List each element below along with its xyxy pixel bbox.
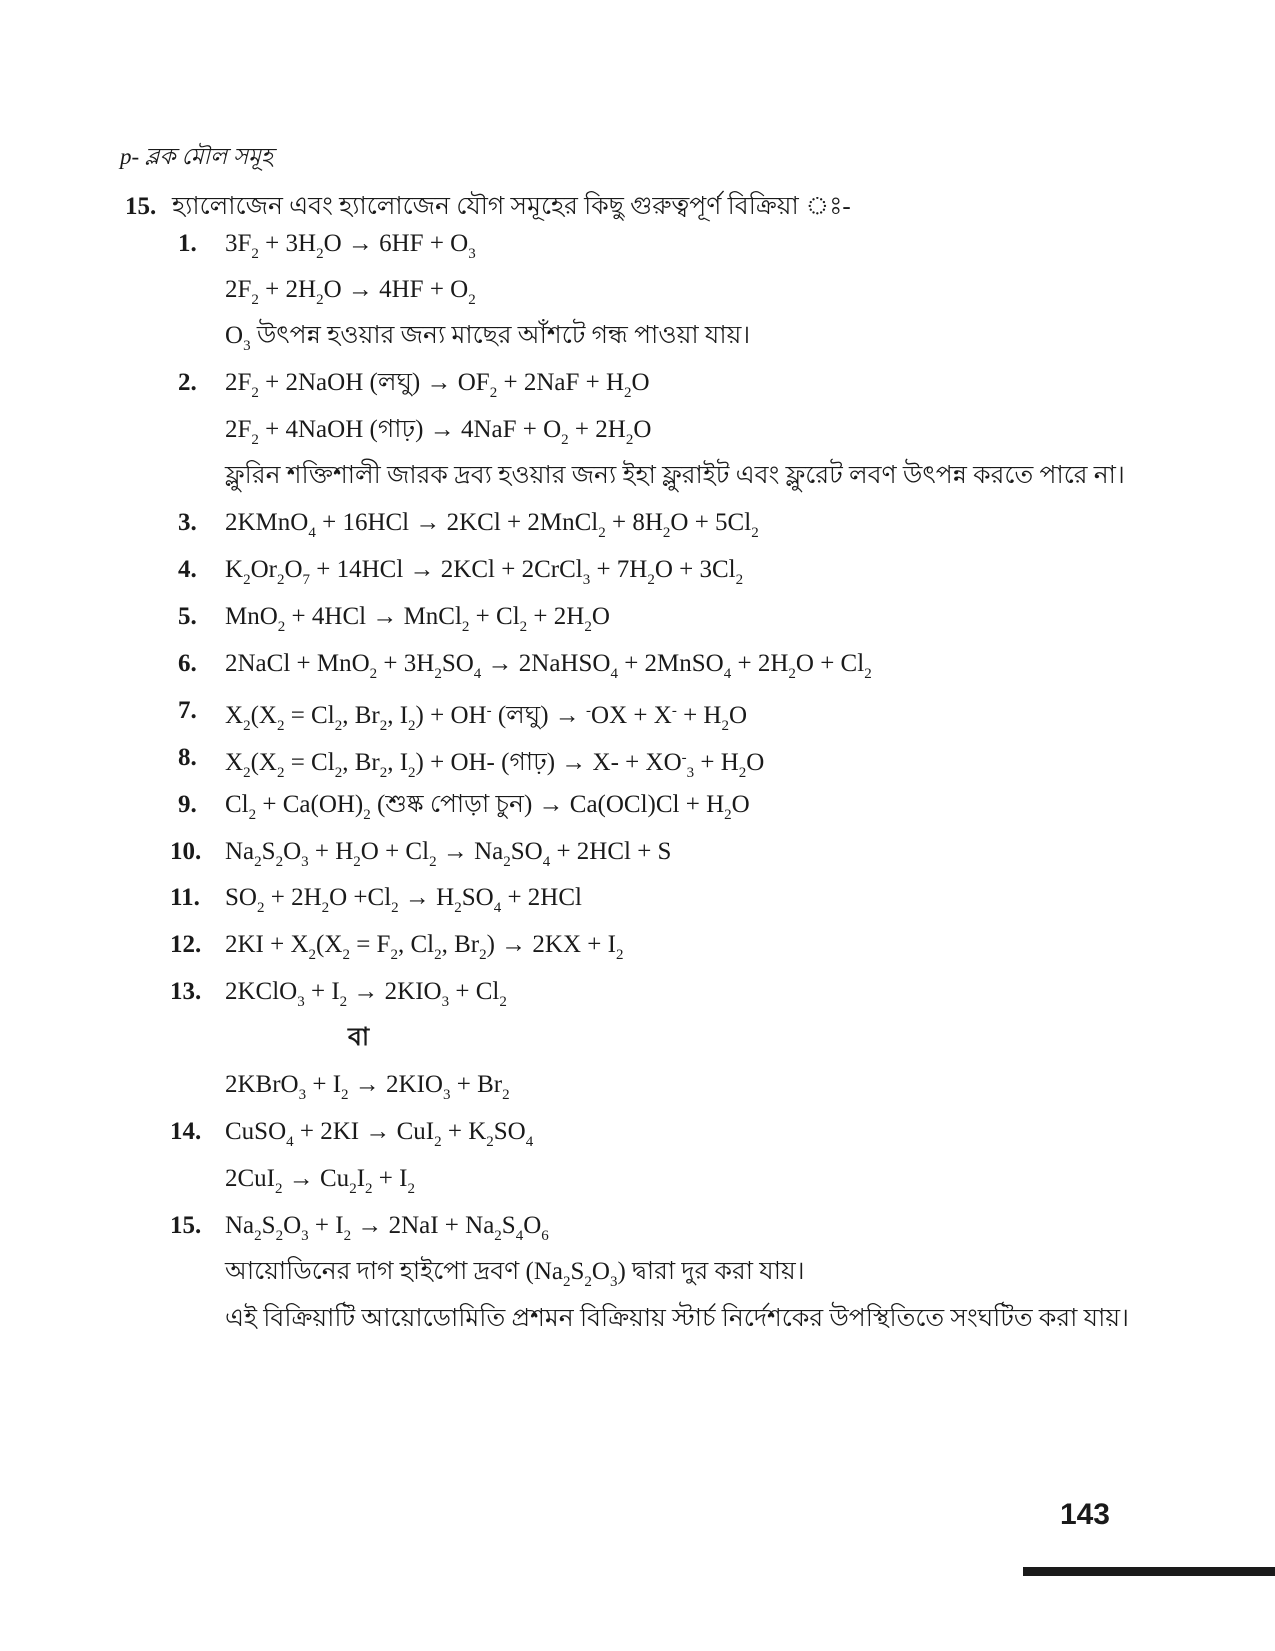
item-number: 5. [178, 603, 197, 630]
item-number: 15. [170, 1212, 202, 1239]
section-number: 15. [125, 193, 157, 220]
equation-3: 2KMnO$_4$ + 16HCl → 2KCl + 2MnCl$_2$ + $8H_2O + 5Cl_2$ [225, 509, 759, 541]
note-o3: $O_3$ উৎপন্ন হওয়ার জন্য মাছের আঁশটে গন্ধ পাওয়া যায়। [225, 322, 751, 354]
note-iodine-stain-a: আয়োডিনের দাগ হাইপো দ্রবণ ( [225, 1258, 534, 1285]
note-iodine-stain: আয়োডিনের দাগ হাইপো দ্রবণ $(Na_2S_2O_3)$ দ্বারা দুর করা যায়। [225, 1258, 805, 1290]
item-number: 12. [170, 931, 202, 958]
label-conc: (গাঢ়) [369, 416, 424, 443]
item-number: 13. [170, 978, 202, 1005]
note-iodine-stain-b: ) দ্বারা দুর করা যায়। [617, 1258, 805, 1285]
equation-15: $Na_2S_2O_3 + I_2 \to 2NaI + Na_2S_4O_6$ [225, 1212, 549, 1244]
equation-13a: 2KClO$_3$ + $I_2 \to 2KIO_3 + Cl_2$ [225, 978, 507, 1010]
equation-1a: $3F_2 + 3H_2O \to 6HF + O_3$ [225, 230, 476, 262]
label-dilute: (লঘু) [497, 702, 549, 729]
item-number: 3. [178, 509, 197, 536]
item-number: 9. [178, 791, 197, 818]
section-title: হ্যালোজেন এবং হ্যালোজেন যৌগ সমূহের কিছু গুরুত্বপূর্ণ বিক্রিয়া ঃ- [172, 193, 851, 220]
equation-6: 2NaCl + $MnO_2 + 3H_2SO_4$ → 2NaHSO$_4$ + 2MnSO$_4$ + $2H_2O + Cl_2$ [225, 650, 872, 682]
equation-8: $X_2(X_2 = Cl_2$, $Br_2$, $I_2) + OH-$ (গাঢ়) → $X- + XO^-_3 + H_2O$ [225, 749, 765, 781]
item-number: 11. [170, 884, 200, 911]
equation-2a: $2F_2$ + 2NaOH (লঘু) → $OF_2 + 2NaF + H_2O$ [225, 369, 650, 401]
page-header: p- ব্লক মৌল সমূহ [120, 144, 273, 169]
equation-2b: $2F_2$ + 4NaOH (গাঢ়) → $4NaF + O_2 + 2H_2O$ [225, 416, 652, 448]
equation-9: $Cl_2 + Ca(OH)_2$ (শুষ্ক পোড়া চুন) → $Ca(OCl)Cl + H_2O$ [225, 791, 750, 823]
equation-12: $2KI + X_2(X_2 = F_2$, $Cl_2$, $Br_2) \to 2KX + I_2$ [225, 931, 624, 963]
item-number: 1. [178, 230, 197, 257]
equation-7: $X_2(X_2 = Cl_2$, $Br_2$, $I_2) + OH^-$ (লঘু) → $^-OX + X^- + H_2O$ [225, 702, 748, 734]
note-o3-text: উৎপন্ন হওয়ার জন্য মাছের আঁশটে গন্ধ পাওয়া যায়। [250, 322, 751, 349]
footer-rule [1023, 1567, 1275, 1576]
equation-5: MnO$_2$ + 4HCl → MnCl$_2$ + $Cl_2 + 2H_2O$ [225, 603, 610, 635]
note-iodometry: এই বিক্রিয়াটি আয়োডোমিতি প্রশমন বিক্রিয়ায় স্টার্চ নির্দেশকের উপস্থিতিতে সংঘটিত করা যায়। [225, 1305, 1129, 1332]
equation-11: $SO_2 + 2H_2O +Cl_2 \to H_2SO_4 + 2HCl$ [225, 884, 582, 916]
item-number: 2. [178, 369, 197, 396]
equation-14a: CuSO$_4$ + $2KI \to CuI_2 + K_2SO_4$ [225, 1118, 534, 1150]
label-conc: (গাঢ়) [501, 749, 556, 776]
or-label: বা [348, 1024, 370, 1051]
equation-14b: $2CuI_2 \to Cu_2I_2 + I_2$ [225, 1165, 415, 1197]
equation-13b: 2KBrO$_3$ + $I_2 \to 2KIO_3 + Br_2$ [225, 1071, 510, 1103]
item-number: 7. [178, 697, 197, 724]
label-slaked-lime: (শুষ্ক পোড়া চুন) [377, 791, 533, 818]
page-number: 143 [1059, 1498, 1110, 1531]
equation-1b: $2F_2 + 2H_2O \to 4HF + O_2$ [225, 276, 476, 308]
item-number: 4. [178, 556, 197, 583]
label-dilute: (লঘু) [369, 369, 421, 396]
item-number: 6. [178, 650, 197, 677]
note-fluorine: ফ্লুরিন শক্তিশালী জারক দ্রব্য হওয়ার জন্য ইহা ফ্লুরাইট এবং ফ্লুরেট লবণ উৎপন্ন করতে পারে না। [225, 462, 1125, 489]
equation-4: $K_2Or_2O_7 + 14HCl \to 2KCl$ + 2CrCl$_3$ + $7H_2O + 3Cl_2$ [225, 556, 744, 588]
item-number: 14. [170, 1118, 202, 1145]
item-number: 10. [170, 838, 202, 865]
item-number: 8. [178, 744, 197, 771]
section-heading [125, 186, 851, 229]
equation-10: $Na_2S_2O_3 + H_2O + Cl_2 \to Na_2SO_4 + 2HCl + S$ [225, 838, 672, 870]
